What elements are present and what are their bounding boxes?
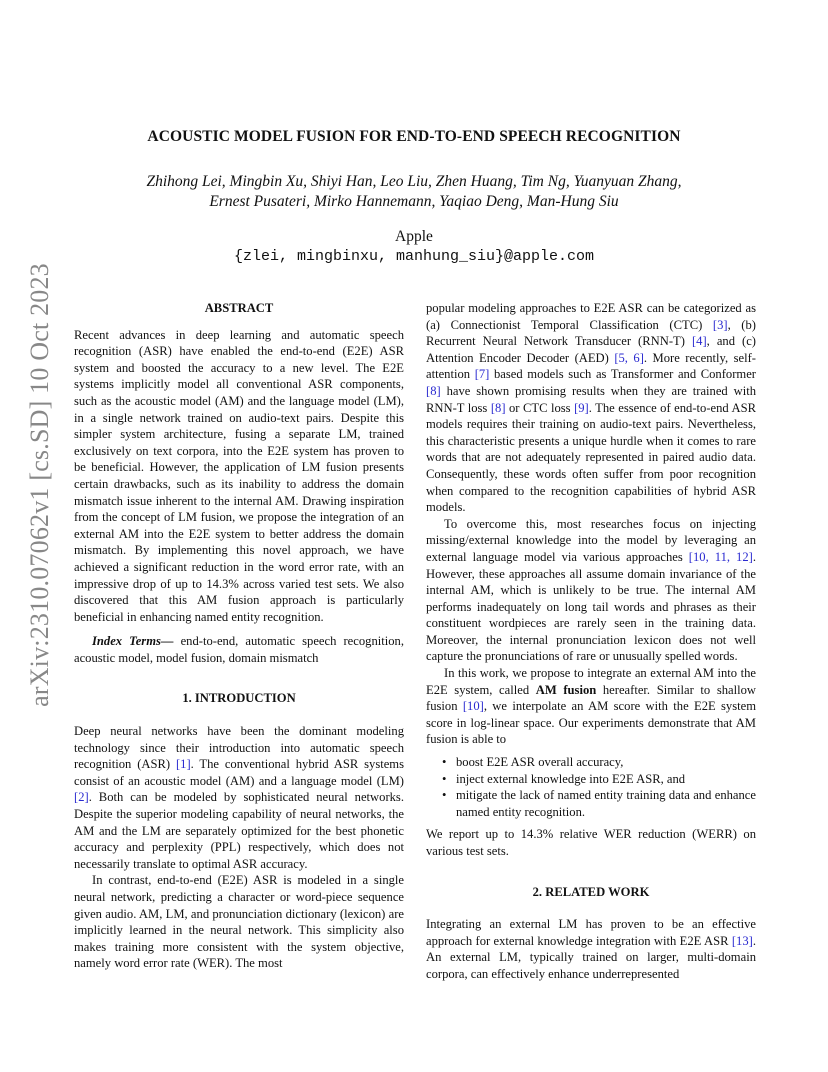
related-work-heading: 2. RELATED WORK — [532, 884, 650, 899]
intro-paragraph-1: Deep neural networks have been the dominant modeling technology since their introduction into automatic speech recognition (ASR) [1]. The conventional hybrid ASR systems consist of an acoustic model (AM) and a language model (LM) [2]. Both can be modeled by sophisticated neural networks. Despite the superior modeling capability of neural networks, the AM and the LM are separately optimized for the best phonetic accuracy and perplexity (PPL) respectively, which does not necessarily translate to optimal ASR accuracy. — [74, 724, 405, 871]
index-terms-list: end-to-end, automatic speech recognition, acoustic model, model fusion, domain mismatch — [74, 634, 404, 665]
abstract-text: Recent advances in deep learning and automatic speech recognition (ASR) have enabled the end-to-end (E2E) ASR system and boosted the accuracy to a new level. The E2E systems implicitly model all conventional ASR components, such as the acoustic model (AM) and the language model (LM), in a single network trained on audio-text pairs. Despite this simpler system architecture, fusing a separate LM, trained exclusively on text corpora, into the E2E system has proven to be beneficial. However, the application of LM fusion presents certain drawbacks, such as its inability to address the domain mismatch issue inherent to the internal AM. Drawing inspiration from the concept of LM fusion, we propose the integration of an external AM into the E2E system to better address the domain mismatch. By implementing this novel approach, we have achieved a significant reduction in the word error rate, with an impressive drop of up to 14.3% across varied test sets. We also discovered that this AM fusion approach is particularly beneficial in enhancing named entity recognition. — [74, 327, 404, 624]
right-column — [426, 300, 756, 983]
list-item: • mitigate the lack of named entity training data and enhance named entity recognition. — [448, 787, 756, 820]
contribution-list — [426, 754, 756, 820]
am-fusion-term: AM fusion — [535, 682, 597, 697]
author-list — [0, 172, 828, 212]
affiliation-block — [0, 227, 828, 267]
citation-link[interactable]: [5, 6] — [614, 350, 644, 365]
citation-link[interactable]: [8] — [490, 400, 506, 415]
citation-link[interactable]: [1] — [175, 757, 191, 772]
list-item: • boost E2E ASR overall accuracy, — [448, 754, 756, 771]
arxiv-identifier-text: arXiv:2310.07062v1 [cs.SD] 10 Oct 2023 — [25, 263, 54, 707]
affiliation: Apple — [395, 228, 433, 245]
arxiv-identifier — [20, 263, 60, 707]
left-column — [74, 300, 404, 972]
citation-link[interactable]: [3] — [712, 317, 728, 332]
citation-link[interactable]: [13] — [731, 933, 753, 948]
paper-title: ACOUSTIC MODEL FUSION FOR END-TO-END SPEECH RECOGNITION — [147, 128, 681, 145]
citation-link[interactable]: [10, 11, 12] — [688, 549, 753, 564]
index-terms-label: Index Terms— — [92, 634, 174, 649]
citation-link[interactable]: [10] — [462, 699, 484, 714]
citation-link[interactable]: [9] — [574, 400, 589, 415]
intro-paragraph-6: We report up to 14.3% relative WER reduction (WERR) on various test sets. — [426, 827, 756, 858]
introduction-heading: 1. INTRODUCTION — [182, 691, 296, 706]
intro-paragraph-3: popular modeling approaches to E2E ASR can be categorized as (a) Connectionist Temporal Classification (CTC) [3], (b) Recurrent Neural Network Transducer (RNN-T) [4], and (c) Attention Encoder Decoder (AED) [5, 6]. More recently, self-attention [7] based models such as Transformer and Conformer [8] have shown promising results when they are trained with RNN-T loss [8] or CTC loss [9]. The essence of end-to-end ASR models requires their training on audio-text pairs. Nevertheless, this characteristic presents a unique hurdle when it comes to rare words that are not adequately represented in paired audio data. Consequently, these words often suffer from poor recognition when compared to the recognition capabilities of hybrid ASR models. — [426, 301, 757, 515]
citation-link[interactable]: [7] — [474, 367, 490, 382]
author-email: {zlei, mingbinxu, manhung_siu}@apple.com — [233, 248, 595, 265]
author-line-1: Zhihong Lei, Mingbin Xu, Shiyi Han, Leo Liu, Zhen Huang, Tim Ng, Yuanyuan Zhang, — [146, 173, 682, 190]
citation-link[interactable]: [2] — [74, 790, 89, 805]
list-item: • inject external knowledge into E2E ASR, and — [448, 771, 756, 788]
intro-paragraph-4: To overcome this, most researches focus on injecting missing/external knowledge into the model by leveraging an external language model via various approaches [10, 11, 12]. However, these approaches all assume domain invariance of the internal AM, which is unlikely to be true. The internal AM performs inadequately on long tail words and phrases as their constituent wordpieces are rarely seen in the training data. Moreover, the internal pronunciation lexicon does not well capture the pronunciations of rare or unusually spelled words. — [426, 516, 756, 664]
index-terms — [74, 633, 404, 666]
intro-paragraph-2: In contrast, end-to-end (E2E) ASR is modeled in a single neural network, predicting a character or word-piece sequence given audio. AM, LM, and pronunciation dictionary (lexicon) are implicitly learned in the neural network. This simplicity also makes training more consistent with the system objective, namely word error rate (WER). The most — [74, 873, 404, 971]
citation-link[interactable]: [4] — [691, 334, 707, 349]
citation-link[interactable]: [8] — [426, 383, 441, 398]
author-line-2: Ernest Pusateri, Mirko Hannemann, Yaqiao Deng, Man-Hung Siu — [209, 193, 619, 210]
intro-paragraph-5: In this work, we propose to integrate an external AM into the E2E system, called AM fusion hereafter. Similar to shallow fusion [10], we interpolate an AM score with the E2E system score in log-linear space. Our experiments demonstrate that AM fusion is able to — [426, 666, 757, 747]
abstract-heading: ABSTRACT — [204, 301, 274, 315]
related-paragraph-1: Integrating an external LM has proven to be an effective approach for external knowledge integration with E2E ASR [13]. An external LM, typically trained on larger, multi-domain corpora, can effectively enhance underrepresented — [426, 917, 756, 981]
